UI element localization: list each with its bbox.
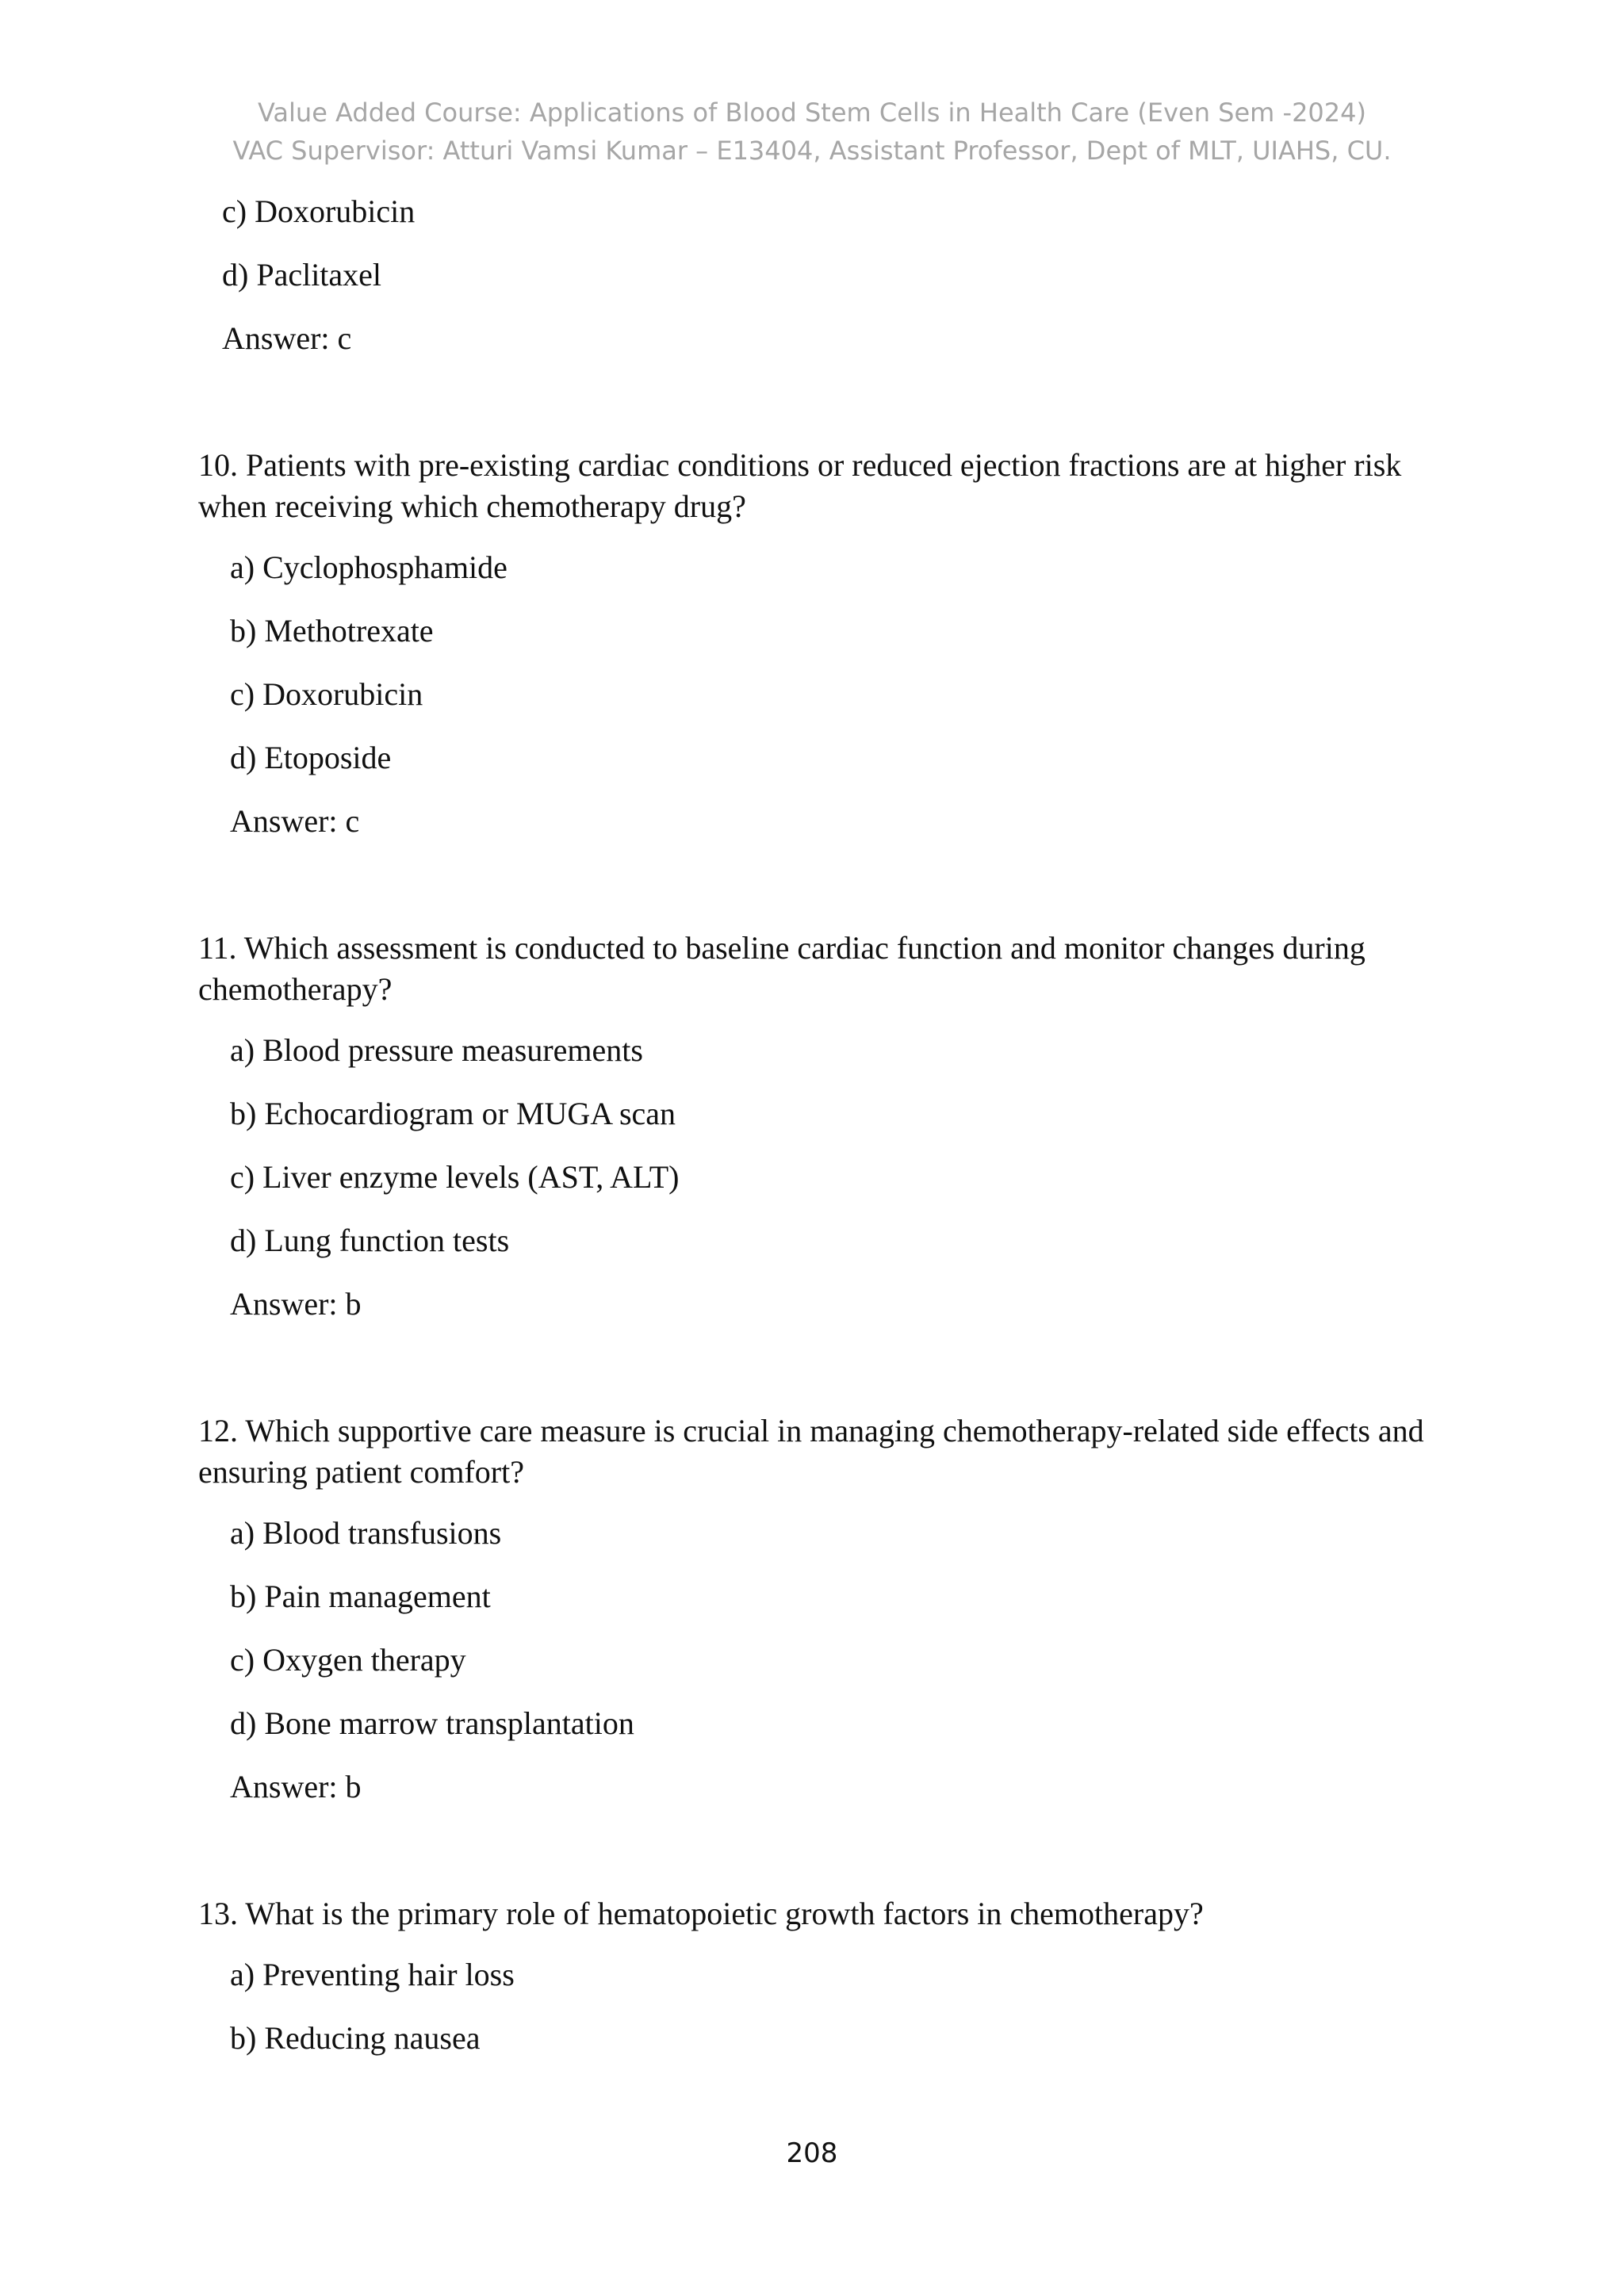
answer-line: Answer: c (230, 803, 360, 839)
question-10 (198, 445, 1435, 840)
option-c: c) Liver enzyme levels (AST, ALT) (230, 1159, 680, 1195)
question-text: 11. Which assessment is conducted to baseline cardiac function and monitor changes during chemotherapy? (198, 930, 1365, 1007)
option-d: d) Lung function tests (230, 1223, 510, 1258)
answer-line: Answer: b (230, 1769, 362, 1804)
option-d: d) Paclitaxel (222, 257, 382, 293)
answer-line: Answer: b (230, 1286, 362, 1322)
option-c: c) Doxorubicin (230, 676, 423, 712)
option-b: b) Echocardiogram or MUGA scan (230, 1096, 676, 1131)
option-b: b) Pain management (230, 1578, 491, 1614)
answer-line: Answer: c (222, 320, 352, 356)
option-a: a) Blood pressure measurements (230, 1032, 643, 1068)
question-text: 10. Patients with pre-existing cardiac conditions or reduced ejection fractions are at higher risk when receiving which chemotherapy drug? (198, 447, 1402, 524)
page-number: 208 (786, 2137, 838, 2169)
question-12 (198, 1410, 1435, 1806)
question-text: 12. Which supportive care measure is crucial in managing chemotherapy-related side effects and ensuring patient comfort? (198, 1413, 1424, 1490)
question-13 (198, 1893, 1435, 2057)
header-course-title: Value Added Course: Applications of Blood Stem Cells in Health Care (Even Sem -2024) (258, 98, 1366, 128)
option-c: c) Doxorubicin (222, 193, 416, 229)
header-supervisor: VAC Supervisor: Atturi Vamsi Kumar – E13404, Assistant Professor, Dept of MLT, UIAHS, CU. (232, 136, 1392, 166)
continued-question (198, 193, 1435, 358)
question-11 (198, 928, 1435, 1323)
option-a: a) Preventing hair loss (230, 1957, 515, 1992)
option-c: c) Oxygen therapy (230, 1642, 466, 1678)
option-d: d) Bone marrow transplantation (230, 1705, 634, 1741)
option-a: a) Blood transfusions (230, 1515, 502, 1551)
option-d: d) Etoposide (230, 740, 392, 775)
option-b: b) Methotrexate (230, 613, 434, 649)
page-header (0, 94, 1624, 170)
question-text: 13. What is the primary role of hematopoietic growth factors in chemotherapy? (198, 1896, 1204, 1931)
option-a: a) Cyclophosphamide (230, 549, 508, 585)
page-content (198, 193, 1435, 2083)
option-b: b) Reducing nausea (230, 2020, 481, 2056)
